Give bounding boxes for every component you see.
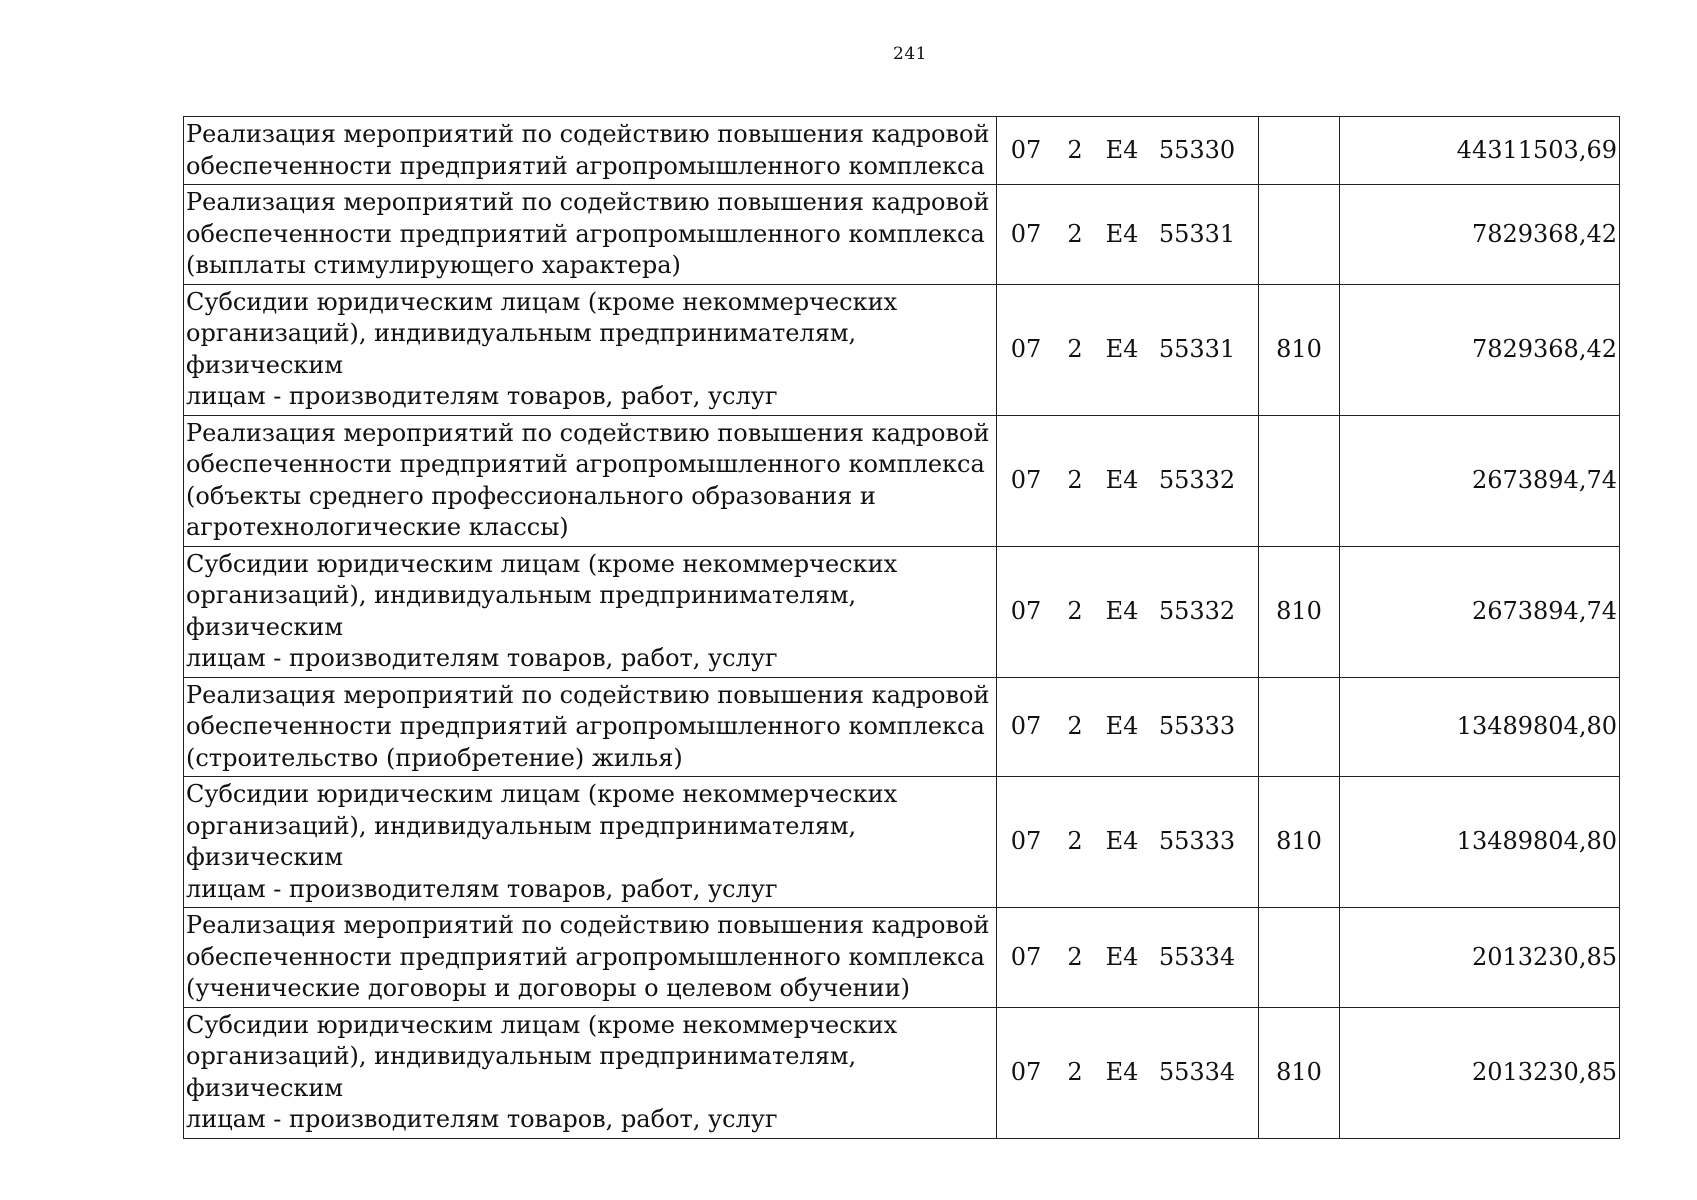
- code-number: 55330: [1158, 135, 1236, 164]
- table-row: [184, 117, 1620, 185]
- code-section: 07: [1010, 827, 1042, 856]
- row-description: Реализация мероприятий по содействию повышения кадровой обеспеченности предприятий агропромышленного комплекса: [184, 117, 997, 185]
- target-article-code: [997, 415, 1259, 546]
- code-group: E4: [1105, 135, 1139, 164]
- code-section: 07: [1010, 942, 1042, 971]
- row-amount: 13489804,80: [1340, 777, 1620, 908]
- code-number: 55332: [1158, 465, 1236, 494]
- row-amount: 2673894,74: [1340, 415, 1620, 546]
- row-amount: 44311503,69: [1340, 117, 1620, 185]
- expense-type-code: 810: [1259, 777, 1340, 908]
- target-article-code: [997, 284, 1259, 415]
- code-subprogram: 2: [1067, 219, 1083, 248]
- target-article-code: [997, 1007, 1259, 1138]
- code-number: 55331: [1158, 219, 1236, 248]
- target-article-code: [997, 117, 1259, 185]
- code-section: 07: [1010, 334, 1042, 363]
- code-group: E4: [1105, 334, 1139, 363]
- expense-type-code: 810: [1259, 1007, 1340, 1138]
- expense-type-code: [1259, 117, 1340, 185]
- table-row: [184, 908, 1620, 1008]
- budget-table: [183, 116, 1620, 1139]
- code-subprogram: 2: [1067, 827, 1083, 856]
- row-amount: 7829368,42: [1340, 185, 1620, 285]
- row-description: Реализация мероприятий по содействию повышения кадровой обеспеченности предприятий агропромышленного комплекса (объекты среднего профессионального образования и агротехнологические классы): [184, 415, 997, 546]
- expense-type-code: [1259, 415, 1340, 546]
- target-article-code: [997, 777, 1259, 908]
- row-description: Субсидии юридическим лицам (кроме некоммерческих организаций), индивидуальным предпринимателям, физическим лицам - производителям товаров, работ, услуг: [184, 546, 997, 677]
- row-description: Субсидии юридическим лицам (кроме некоммерческих организаций), индивидуальным предпринимателям, физическим лицам - производителям товаров, работ, услуг: [184, 777, 997, 908]
- row-description: Субсидии юридическим лицам (кроме некоммерческих организаций), индивидуальным предпринимателям, физическим лицам - производителям товаров, работ, услуг: [184, 284, 997, 415]
- table-row: [184, 546, 1620, 677]
- row-amount: 7829368,42: [1340, 284, 1620, 415]
- code-number: 55333: [1158, 712, 1236, 740]
- table-row: [184, 284, 1620, 415]
- code-section: 07: [1010, 135, 1042, 164]
- code-number: 55334: [1158, 942, 1236, 971]
- code-group: E4: [1105, 942, 1139, 971]
- code-number: 55333: [1158, 827, 1236, 856]
- expense-type-code: [1259, 677, 1340, 777]
- code-section: 07: [1010, 596, 1042, 625]
- code-subprogram: 2: [1067, 1057, 1083, 1086]
- row-amount: 2013230,85: [1340, 1007, 1620, 1138]
- row-description: Реализация мероприятий по содействию повышения кадровой обеспеченности предприятий агропромышленного комплекса (ученические договоры и договоры о целевом обучении): [184, 908, 997, 1008]
- row-description: Реализация мероприятий по содействию повышения кадровой обеспеченности предприятий агропромышленного комплекса (строительство (приобретение) жилья): [184, 677, 997, 777]
- code-group: E4: [1105, 1057, 1139, 1086]
- code-number: 55334: [1158, 1057, 1236, 1086]
- table-row: [184, 185, 1620, 285]
- code-subprogram: 2: [1067, 135, 1083, 164]
- table-row: [184, 1007, 1620, 1138]
- target-article-code: [997, 185, 1259, 285]
- code-group: E4: [1105, 219, 1139, 248]
- code-group: E4: [1105, 827, 1139, 856]
- row-description: Субсидии юридическим лицам (кроме некоммерческих организаций), индивидуальным предпринимателям, физическим лицам - производителям товаров, работ, услуг: [184, 1007, 997, 1138]
- code-section: 07: [1010, 465, 1042, 494]
- code-subprogram: 2: [1067, 712, 1083, 740]
- code-group: E4: [1105, 465, 1139, 494]
- page-number: 241: [893, 44, 927, 64]
- row-amount: 2013230,85: [1340, 908, 1620, 1008]
- code-section: 07: [1010, 712, 1042, 740]
- row-amount: 13489804,80: [1340, 677, 1620, 777]
- table-row: [184, 777, 1620, 908]
- row-description: Реализация мероприятий по содействию повышения кадровой обеспеченности предприятий агропромышленного комплекса (выплаты стимулирующего характера): [184, 185, 997, 285]
- expense-type-code: [1259, 908, 1340, 1008]
- code-section: 07: [1010, 219, 1042, 248]
- code-section: 07: [1010, 1057, 1042, 1086]
- table-row: [184, 677, 1620, 777]
- expense-type-code: 810: [1259, 284, 1340, 415]
- table-body: [184, 117, 1620, 1139]
- code-group: E4: [1105, 712, 1139, 740]
- code-subprogram: 2: [1067, 596, 1083, 625]
- code-subprogram: 2: [1067, 465, 1083, 494]
- table-row: [184, 415, 1620, 546]
- expense-type-code: [1259, 185, 1340, 285]
- code-subprogram: 2: [1067, 942, 1083, 971]
- code-number: 55331: [1158, 334, 1236, 363]
- target-article-code: [997, 677, 1259, 777]
- target-article-code: [997, 908, 1259, 1008]
- expense-type-code: 810: [1259, 546, 1340, 677]
- row-amount: 2673894,74: [1340, 546, 1620, 677]
- code-number: 55332: [1158, 596, 1236, 625]
- target-article-code: [997, 546, 1259, 677]
- code-subprogram: 2: [1067, 334, 1083, 363]
- code-group: E4: [1105, 596, 1139, 625]
